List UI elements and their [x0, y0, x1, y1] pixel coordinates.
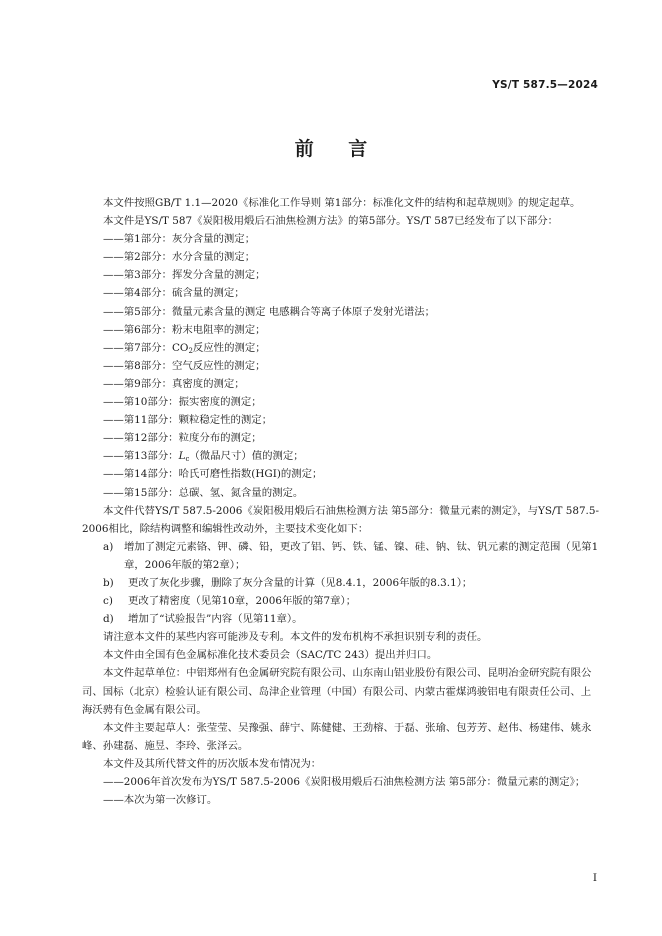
parts-list [82, 230, 600, 501]
list-item: ——第5部分：微量元素含量的测定 电感耦合等离子体原子发射光谱法； [103, 305, 436, 318]
list-item: ——第9部分：真密度的测定； [103, 377, 245, 390]
list-item [82, 574, 600, 592]
list-item [82, 339, 600, 357]
drafters: 本文件主要起草人：张莹莹、吴豫强、薛宁、陈健健、王劲榕、于磊、张瑜、包芳芳、赵伟、杨建伟、姚永峰、孙建磊、施昱、李玲、张泽云。 [82, 721, 592, 752]
list-item: ——第8部分：空气反应性的测定； [103, 359, 266, 372]
item-label: d) [103, 613, 114, 626]
part-7-suffix: 反应性的测定； [192, 341, 266, 354]
list-item: ——第4部分：硫含量的测定； [103, 287, 245, 300]
drafting-units: 本文件起草单位：中铝郑州有色金属研究院有限公司、山东南山铝业股份有限公司、昆明冶金研究院有限公司、国标（北京）检验认证有限公司、岛津企业管理（中国）有限公司、内蒙古霍煤鸿骏铝电有限责任公司、上海沃骋有色金属有限公司。 [82, 667, 592, 716]
list-item: ——第15部分：总碳、氢、氮含量的测定。 [103, 486, 304, 499]
list-item: ——第11部分：颗粒稳定性的测定； [103, 414, 273, 427]
changes-list [82, 538, 600, 628]
page-number: I [592, 872, 597, 884]
list-item: ——第12部分：粒度分布的测定； [103, 432, 262, 445]
item-text: 增加了测定元素铬、钾、磷、铅，更改了铝、钙、铁、锰、镍、硅、钠、钛、钒元素的测定范围（见第1章，2006年版的第2章）； [124, 540, 599, 571]
item-label: a) [103, 540, 114, 553]
proposed-by: 本文件由全国有色金属标准化技术委员会（SAC/TC 243）提出并归口。 [103, 649, 438, 662]
part-7-prefix: ——第7部分：CO [103, 341, 189, 354]
part-13-symbol: L [178, 450, 186, 463]
item-text: 增加了“试验报告”内容（见第11章）。 [128, 613, 303, 626]
item-text: 更改了精密度（见第10章，2006年版的第7章）； [128, 595, 357, 608]
list-item [82, 610, 600, 628]
list-item: ——第2部分：水分含量的测定； [103, 251, 256, 264]
intro-paragraph-1: 本文件按照GB/T 1.1—2020《标准化工作导则 第1部分：标准化文件的结构和起草规则》的规定起草。 [103, 197, 581, 209]
list-item: ——第14部分：哈氏可磨性指数(HGI)的测定； [103, 468, 323, 481]
patent-notice: 请注意本文件的某些内容可能涉及专利。本文件的发布机构不承担识别专利的责任。 [103, 631, 488, 644]
part-13-subscript: c [185, 455, 190, 464]
list-item [82, 592, 600, 610]
foreword-body [82, 194, 600, 809]
item-label: c) [103, 595, 113, 608]
history-intro: 本文件及其所代替文件的历次版本发布情况为： [103, 757, 322, 770]
list-item [82, 538, 600, 574]
page-title: 前 言 [294, 138, 382, 160]
list-item: ——第10部分：振实密度的测定； [103, 396, 262, 409]
item-text: 更改了灰化步骤，删除了灰分含量的计算（见8.4.1，2006年版的8.3.1）； [128, 576, 473, 589]
intro-paragraph-2: 本文件是YS/T 587《炭阳极用煅后石油焦检测方法》的第5部分。YS/T 587已经发布了以下部分： [103, 215, 558, 228]
list-item [82, 447, 600, 465]
part-7-subscript: 2 [188, 346, 193, 355]
part-13-prefix: ——第13部分： [103, 450, 179, 463]
list-item: ——第6部分：粉末电阻率的测定； [103, 323, 266, 336]
list-item: ——第1部分：灰分含量的测定； [103, 233, 256, 246]
history-item: ——本次为第一次修订。 [103, 794, 218, 807]
list-item: ——第3部分：挥发分含量的测定； [103, 269, 266, 282]
item-label: b) [103, 576, 114, 589]
replace-paragraph: 本文件代替YS/T 587.5-2006《炭阳极用煅后石油焦检测方法 第5部分：微量元素的测定》，与YS/T 587.5-2006相比，除结构调整和编辑性改动外，主要技术变化如下： [82, 504, 599, 535]
standard-code: YS/T 587.5—2024 [492, 79, 598, 91]
part-13-suffix: （微晶尺寸）值的测定； [189, 450, 304, 463]
history-item: ——2006年首次发布为YS/T 587.5-2006《炭阳极用煅后石油焦检测方法 第5部分：微量元素的测定》； [103, 776, 586, 788]
